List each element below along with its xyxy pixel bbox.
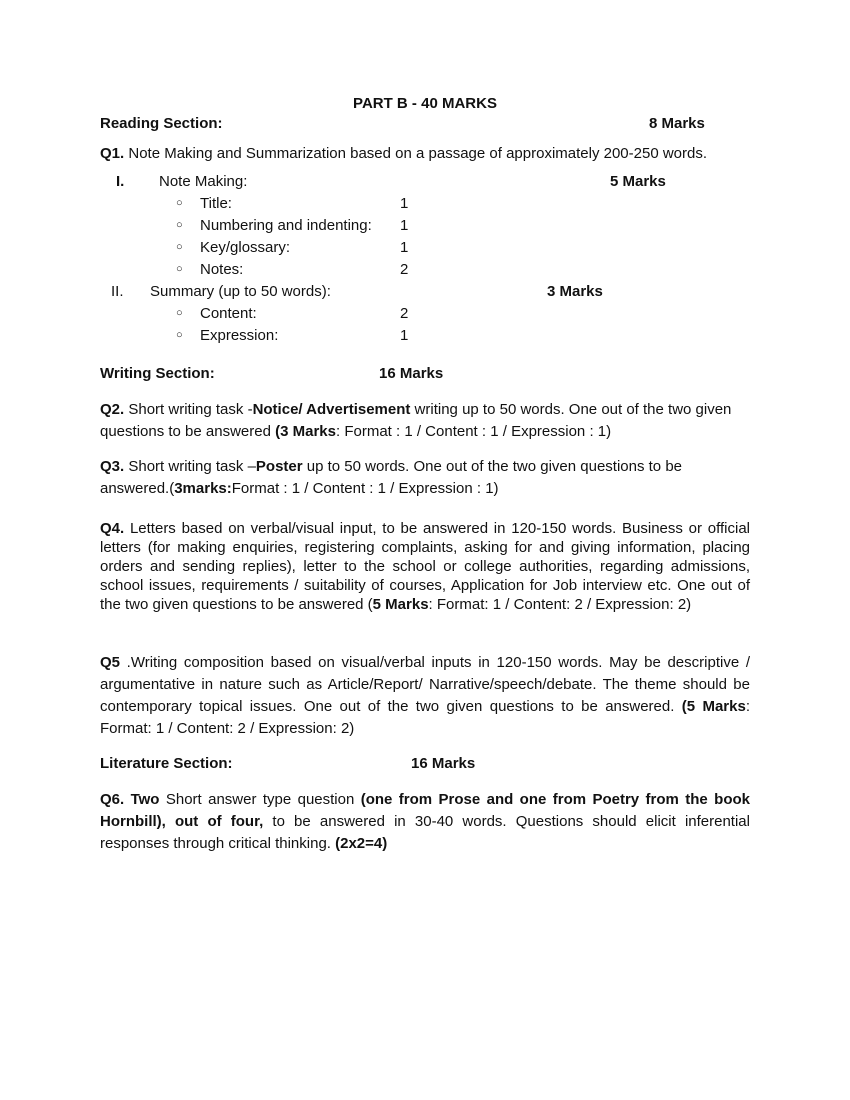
writing-section-header: [100, 364, 750, 384]
q6-paragraph: [100, 789, 750, 855]
q1-paragraph: [100, 144, 730, 163]
literature-section-header: [100, 754, 750, 774]
note-making-label: Note Making:: [159, 173, 248, 190]
q3-label: Q3.: [100, 458, 125, 475]
q3-text: Short writing task –: [124, 458, 256, 475]
q5-paragraph: [100, 652, 750, 740]
list-item-value: 1: [400, 195, 409, 212]
summary-numeral: II.: [111, 283, 124, 300]
list-item-value: 2: [400, 261, 409, 278]
list-item-value: 2: [400, 305, 409, 322]
writing-section-heading: Writing Section:: [100, 365, 215, 382]
q2-marks: (3 Marks: [275, 423, 336, 440]
q3-breakdown: Format : 1 / Content : 1 / Expression : 1): [231, 480, 499, 497]
list-item: [100, 216, 750, 238]
q2-label: Q2.: [100, 401, 125, 418]
q1-text: Note Making and Summarization based on a passage of approximately 200-250 words.: [124, 145, 708, 162]
circle-bullet-icon: ○: [176, 329, 183, 341]
list-item-value: 1: [400, 239, 409, 256]
q3-paragraph: [100, 456, 750, 500]
q5-breakdown: : Format: 1 / Content: 2 / Expression: 2): [100, 698, 750, 737]
q2-text: Short writing task -: [124, 401, 253, 418]
q3-task-type: Poster: [255, 458, 303, 475]
circle-bullet-icon: ○: [176, 263, 183, 275]
q1-label: Q1.: [100, 145, 125, 162]
list-item-label: Numbering and indenting:: [200, 217, 372, 234]
q2-paragraph: [100, 399, 750, 443]
q4-breakdown: : Format: 1 / Content: 2 / Expression: 2): [428, 596, 692, 613]
circle-bullet-icon: ○: [176, 307, 183, 319]
q4-paragraph: [100, 519, 750, 614]
q6-scope: (one from Prose and one from Poetry from the book Hornbill), out of four,: [100, 791, 751, 830]
literature-section-marks: 16 Marks: [411, 755, 476, 772]
q4-marks: 5 Marks: [372, 596, 429, 613]
q2-breakdown: : Format : 1 / Content : 1 / Expression : 1): [336, 423, 612, 440]
q3-marks: 3marks:: [174, 480, 232, 497]
writing-section-marks: 16 Marks: [379, 365, 444, 382]
summary-label: Summary (up to 50 words):: [150, 283, 331, 300]
reading-section-marks: 8 Marks: [649, 115, 705, 132]
circle-bullet-icon: ○: [176, 219, 183, 231]
list-item: [100, 260, 750, 282]
list-item: [100, 194, 750, 216]
list-item-label: Title:: [200, 195, 232, 212]
list-item: [100, 304, 750, 326]
q5-text: .Writing composition based on visual/verbal inputs in 120-150 words. May be descriptive / argumentative in nature such as Article/Report/ Narrative/speech/debate. The theme should be contemporary topical issues. One out of the two given questions to be answered.: [100, 654, 750, 715]
reading-section-header: [100, 114, 750, 134]
list-item-value: 1: [400, 327, 409, 344]
note-making-numeral: I.: [116, 173, 125, 190]
note-making-row: [100, 172, 750, 194]
q2-text: writing up to 50 words. One out of the two given questions to be answered: [100, 401, 732, 440]
q6-marks: (2x2=4): [335, 835, 388, 852]
list-item-value: 1: [400, 217, 409, 234]
list-item-label: Key/glossary:: [200, 239, 291, 256]
q6-text: to be answered in 30-40 words. Questions should elicit inferential responses through critical thinking.: [100, 813, 750, 852]
literature-section-heading: Literature Section:: [100, 755, 233, 772]
q5-marks: (5 Marks: [681, 698, 746, 715]
q6-text: Short answer type question: [159, 791, 361, 808]
list-item-label: Notes:: [200, 261, 244, 278]
summary-marks: 3 Marks: [547, 283, 603, 300]
q4-text: Letters based on verbal/visual input, to be answered in 120-150 words. Business or official letters (for making enquiries, registering complaints, asking for and giving information, placing orders and sending replies), letter to the school or college authorities, regarding admissions, school issues, requirements / suitability of courses, Application for Job interview etc. One out of the two given questions to be answered (: [100, 520, 750, 613]
q2-task-type: Notice/ Advertisement: [252, 401, 411, 418]
q6-label: Q6. Two: [100, 791, 160, 808]
list-item-label: Content:: [200, 305, 257, 322]
summary-row: [100, 282, 750, 304]
note-making-marks: 5 Marks: [610, 173, 666, 190]
reading-section-heading: Reading Section:: [100, 115, 223, 132]
q4-label: Q4.: [100, 520, 125, 537]
q5-label: Q5: [100, 654, 121, 671]
circle-bullet-icon: ○: [176, 241, 183, 253]
list-item: [100, 326, 750, 348]
list-item-label: Expression:: [200, 327, 279, 344]
document-page: [100, 94, 750, 855]
part-title: PART B - 40 MARKS: [353, 95, 497, 112]
list-item: [100, 238, 750, 260]
circle-bullet-icon: ○: [176, 197, 183, 209]
q3-text: up to 50 words. One out of the two given questions to be answered.(: [100, 458, 683, 497]
